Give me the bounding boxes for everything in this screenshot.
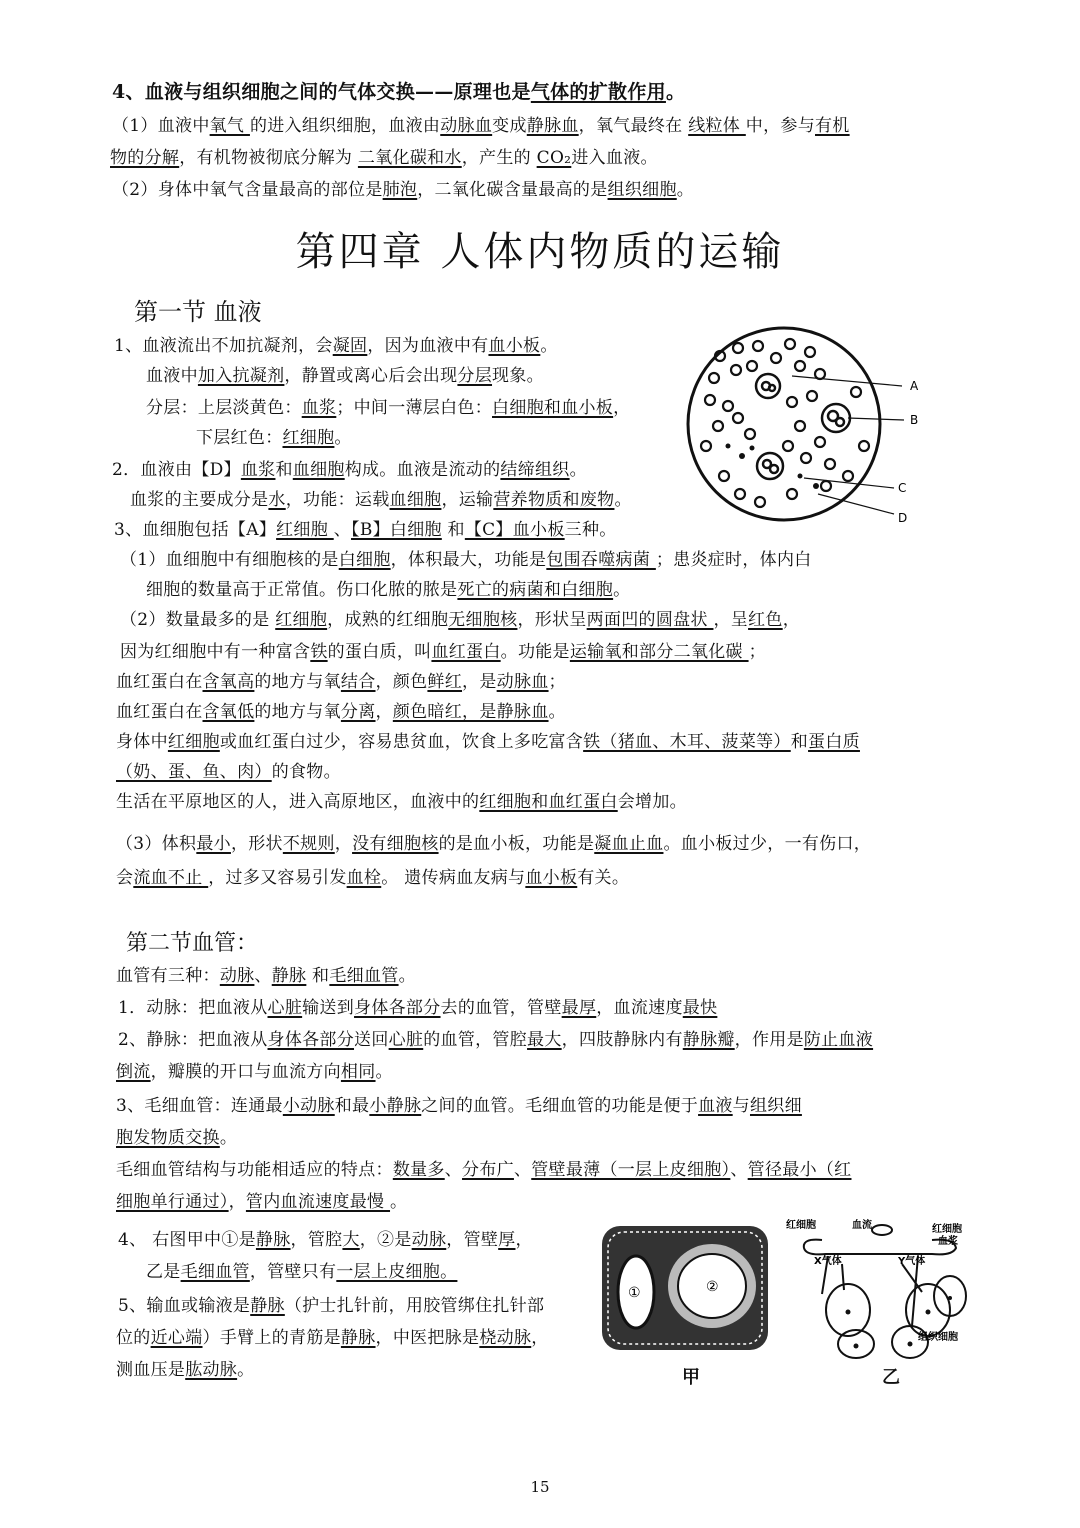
figure-label-jia: 甲 [682,1367,701,1388]
vessel-text-line: 胞发物质交换。 [116,1128,238,1148]
label-plasma: 血浆 [938,1236,958,1247]
label-b: B [910,413,919,427]
blood-text-line: 生活在平原地区的人，进入高原地区，血液中的红细胞和血红蛋白会增加。 [116,792,687,812]
gas-exchange-line: 物的分解，有机物被彻底分解为 二氧化碳和水，产生的 CO₂进入血液。 [110,148,658,168]
label-tissue-cell: 组织细胞 [918,1332,958,1343]
gas-exchange-line: （1）血液中氧气 的进入组织细胞，血液由动脉血变成静脉血，氧气最终在 线粒体 中，参与有机 [112,116,850,136]
artery-number: ② [706,1279,719,1295]
vessel-text-line: 毛细血管结构与功能相适应的特点：数量多、分布广、管壁最薄（一层上皮细胞）、管径最小（红 [116,1160,852,1180]
blood-text-line: 3、血细胞包括【A】红细胞 、【B】白细胞 和【C】血小板三种。 [114,520,617,540]
blood-text-line: 身体中红细胞或血红蛋白过少，容易患贫血，饮食上多吃富含铁（猪血、木耳、菠菜等）和蛋白质 [116,732,860,752]
figure-label-yi: 乙 [882,1367,901,1388]
blood-text-line: （1）血细胞中有细胞核的是白细胞，体积最大，功能是包围吞噬病菌 ；患炎症时，体内白 [120,550,812,570]
blood-text-line: （2）数量最多的是 红细胞，成熟的红细胞无细胞核，形状呈两面凹的圆盘状 ，呈红色， [120,610,800,630]
vessel-text-line: 细胞单行通过），管内血流速度最慢 。 [116,1192,408,1212]
label-blood-flow: 血流 [852,1220,872,1231]
gas-exchange-line: （2）身体中氧气含量最高的部位是肺泡，二氧化碳含量最高的是组织细胞。 [112,180,695,200]
vessel-text-line: 4、 右图甲中①是静脉，管腔大，②是动脉，管壁厚， [118,1230,533,1250]
section-title-vessels: 第二节血管： [126,931,259,956]
blood-text-line: 下层红色：红细胞。 [196,428,352,448]
vessel-text-line: 位的近心端）手臂上的青筋是静脉，中医把脉是桡动脉， [116,1328,549,1348]
capillary-diagram [782,1214,982,1364]
vessel-text-line: 3、毛细血管：连通最小动脉和最小静脉之间的血管。毛细血管的功能是便于血液与组织细 [116,1096,802,1116]
vessel-text-line: 1．动脉：把血液从心脏输送到身体各部分去的血管，管壁最厚，血流速度最快 [118,998,718,1018]
blood-text-line: 血红蛋白在含氧高的地方与氧结合，颜色鲜红，是动脉血； [116,672,566,692]
blood-text-line: 血浆的主要成分是水，功能：运载血细胞，运输营养物质和废物。 [130,490,632,510]
blood-text-line: 细胞的数量高于正常值。伤口化脓的脓是死亡的病菌和白细胞。 [146,580,631,600]
label-a: A [910,379,919,393]
label-d: D [898,511,908,525]
vessel-text-line: 血管有三种：动脉、静脉 和毛细血管。 [116,966,416,986]
label-c: C [898,481,907,495]
blood-text-line: 2．血液由【D】血浆和血细胞构成。血液是流动的结缔组织。 [112,460,587,480]
blood-text-line: （3）体积最小，形状不规则，没有细胞核的是血小板，功能是凝血止血。血小板过少，一有伤口， [116,834,872,854]
vessel-text-line: 乙是毛细血管，管壁只有一层上皮细胞。 [146,1262,458,1282]
vessel-text-line: 5、输血或输液是静脉（护士扎针前，用胶管绑住扎针部 [118,1296,545,1316]
label-rbc-2: 红细胞 [932,1224,962,1235]
blood-text-line: 1、血液流出不加抗凝剂，会凝固，因为血液中有血小板。 [114,336,558,356]
vessel-text-line: 2、静脉：把血液从身体各部分送回心脏的血管，管腔最大，四肢静脉内有静脉瓣，作用是防止血液 [118,1030,874,1050]
vessel-text-line: 测血压是肱动脉。 [116,1360,255,1380]
vessel-text-line: 倒流，瓣膜的开口与血流方向相同。 [116,1062,393,1082]
blood-text-line: （奶、蛋、鱼、肉）的食物。 [116,762,341,782]
label-x-gas: X气体 [814,1256,842,1267]
blood-text-line: 因为红细胞中有一种富含铁的蛋白质，叫血红蛋白。功能是运输氧和部分二氧化碳 ； [120,642,766,662]
vessel-cross-section-figure [600,1224,770,1352]
blood-text-line: 血液中加入抗凝剂，静置或离心后会出现分层现象。 [146,366,544,386]
chapter-title: 第四章 人体内物质的运输 [295,229,785,275]
vein-number: ① [628,1285,641,1301]
blood-text-line: 会流血不止 ，过多又容易引发血栓。 遗传病血友病与血小板有关。 [116,868,630,888]
section-title-blood: 第一节 血液 [134,298,262,326]
page-number: 15 [530,1478,550,1496]
gas-exchange-title: 4、血液与组织细胞之间的气体交换——原理也是气体的扩散作用。 [112,81,686,103]
blood-text-line: 血红蛋白在含氧低的地方与氧分离，颜色暗红，是静脉血。 [116,702,566,722]
label-rbc: 红细胞 [786,1220,816,1231]
label-y-gas: Y气体 [898,1256,926,1267]
blood-smear-figure [680,326,940,526]
blood-text-line: 分层：上层淡黄色：血浆；中间一薄层白色：白细胞和血小板， [146,398,631,418]
